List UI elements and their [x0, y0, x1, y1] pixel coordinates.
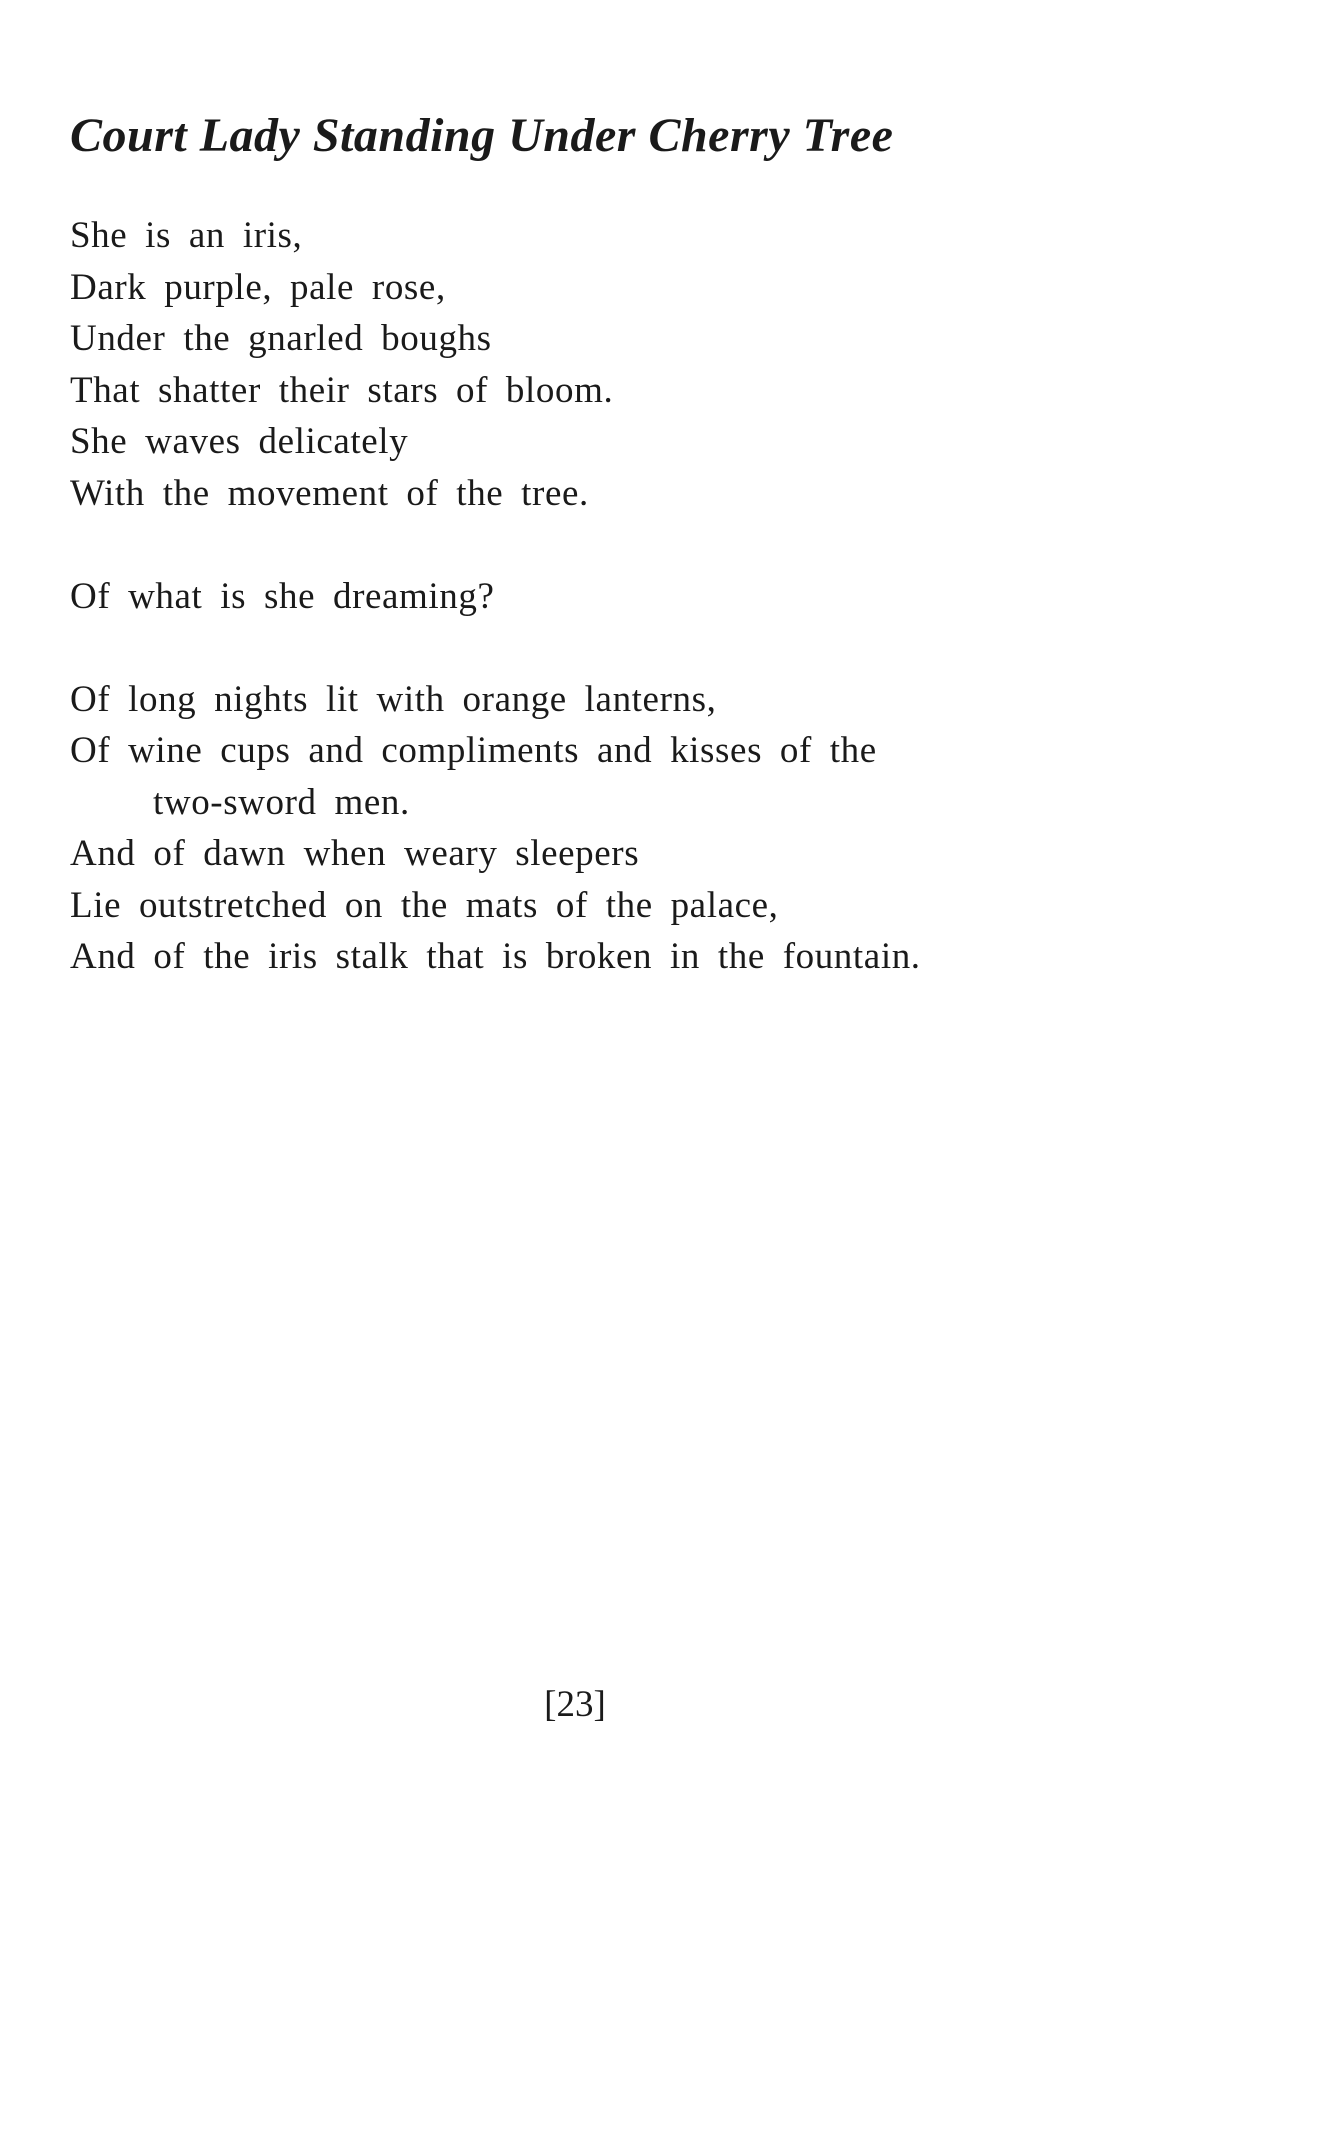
poem-line: Dark purple, pale rose,	[70, 266, 446, 308]
poem-body	[70, 210, 1170, 983]
poem-line: And of the iris stalk that is broken in the fountain.	[70, 936, 921, 977]
poem-line-continuation: two-sword men.	[153, 781, 410, 823]
poem-line: Of wine cups and compliments and kisses of the	[70, 730, 877, 771]
stanza-1	[70, 210, 1170, 519]
poem-line: That shatter their stars of bloom.	[70, 369, 614, 411]
poem-line: With the movement of the tree.	[70, 472, 589, 514]
page-number: [23]	[544, 1684, 606, 1725]
poem-line: She is an iris,	[70, 215, 303, 256]
poem-line: And of dawn when weary sleepers	[70, 833, 640, 874]
stanza-2	[70, 571, 1170, 623]
poem-line: Of what is she dreaming?	[70, 575, 495, 617]
stanza-3	[70, 674, 1170, 983]
poem-line: Lie outstretched on the mats of the palace,	[70, 884, 779, 926]
poem-line: She waves delicately	[70, 421, 409, 462]
poem-line: Of long nights lit with orange lanterns,	[70, 678, 717, 720]
poem-title: Court Lady Standing Under Cherry Tree	[70, 109, 894, 162]
poem-line: Under the gnarled boughs	[70, 318, 492, 359]
